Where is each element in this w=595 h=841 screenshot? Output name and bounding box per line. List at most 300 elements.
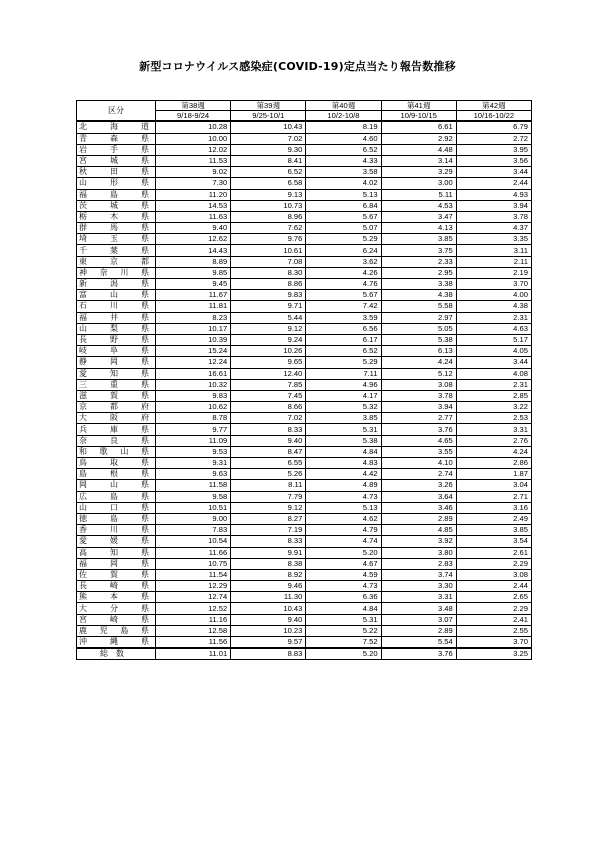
report-value: 6.84: [306, 200, 381, 211]
report-value: 4.00: [456, 290, 531, 301]
prefecture-name: 宮城県: [77, 155, 156, 166]
report-value: 12.74: [156, 592, 231, 603]
report-value: 8.96: [231, 211, 306, 222]
prefecture-name: 愛媛県: [77, 536, 156, 547]
table-row: [77, 413, 532, 424]
report-value: 11.30: [231, 592, 306, 603]
report-value: 2.71: [456, 491, 531, 502]
table-row: [77, 446, 532, 457]
report-value: 14.53: [156, 200, 231, 211]
report-value: 3.22: [456, 402, 531, 413]
report-value: 2.29: [456, 558, 531, 569]
prefecture-name: 大阪府: [77, 413, 156, 424]
prefecture-name: 佐賀県: [77, 569, 156, 580]
report-value: 7.83: [156, 525, 231, 536]
header-row-weeks: [77, 101, 532, 111]
prefecture-name: 奈良県: [77, 435, 156, 446]
report-value: 4.67: [306, 558, 381, 569]
prefecture-name: 宮崎県: [77, 614, 156, 625]
prefecture-name: 兵庫県: [77, 424, 156, 435]
report-value: 11.81: [156, 301, 231, 312]
report-value: 7.02: [231, 413, 306, 424]
report-value: 5.20: [306, 547, 381, 558]
report-value: 16.61: [156, 368, 231, 379]
table-row: [77, 312, 532, 323]
report-value: 6.13: [381, 346, 456, 357]
report-value: 8.11: [231, 480, 306, 491]
corner-label: 区分: [77, 101, 156, 122]
report-value: 15.24: [156, 346, 231, 357]
table-row: [77, 200, 532, 211]
prefecture-name: 鹿児島県: [77, 625, 156, 636]
table-row: [77, 133, 532, 144]
report-value: 9.13: [231, 189, 306, 200]
prefecture-name: 香川県: [77, 525, 156, 536]
report-value: 4.89: [306, 480, 381, 491]
report-value: 6.52: [306, 346, 381, 357]
report-value: 2.72: [456, 133, 531, 144]
prefecture-name: 静岡県: [77, 357, 156, 368]
report-value: 4.96: [306, 379, 381, 390]
report-value: 3.56: [456, 155, 531, 166]
table-body: [77, 121, 532, 648]
prefecture-name: 茨城県: [77, 200, 156, 211]
report-value: 4.73: [306, 581, 381, 592]
report-value: 4.83: [306, 458, 381, 469]
report-value: 3.46: [381, 502, 456, 513]
report-value: 10.73: [231, 200, 306, 211]
table-row: [77, 491, 532, 502]
week-header: 第39週: [231, 101, 306, 111]
report-value: 5.22: [306, 625, 381, 636]
report-value: 10.28: [156, 121, 231, 133]
report-value: 4.73: [306, 491, 381, 502]
report-value: 9.02: [156, 167, 231, 178]
report-value: 2.74: [381, 469, 456, 480]
table-row: [77, 569, 532, 580]
report-value: 9.85: [156, 267, 231, 278]
table-row: [77, 279, 532, 290]
report-value: 4.62: [306, 513, 381, 524]
report-value: 2.89: [381, 513, 456, 524]
report-value: 3.64: [381, 491, 456, 502]
prefecture-name: 高知県: [77, 547, 156, 558]
report-value: 3.55: [381, 446, 456, 457]
table-row: [77, 223, 532, 234]
prefecture-name: 徳島県: [77, 513, 156, 524]
prefecture-name: 山口県: [77, 502, 156, 513]
prefecture-name: 和歌山県: [77, 446, 156, 457]
report-value: 11.63: [156, 211, 231, 222]
prefecture-name: 福島県: [77, 189, 156, 200]
prefecture-name: 新潟県: [77, 279, 156, 290]
report-value: 3.47: [381, 211, 456, 222]
report-value: 11.16: [156, 614, 231, 625]
report-table: [76, 100, 532, 660]
report-value: 8.89: [156, 256, 231, 267]
report-value: 10.32: [156, 379, 231, 390]
report-value: 10.23: [231, 625, 306, 636]
report-value: 11.53: [156, 155, 231, 166]
report-value: 7.79: [231, 491, 306, 502]
prefecture-name: 岐阜県: [77, 346, 156, 357]
report-value: 10.26: [231, 346, 306, 357]
table-row: [77, 525, 532, 536]
report-value: 4.42: [306, 469, 381, 480]
report-value: 5.38: [306, 435, 381, 446]
report-value: 4.38: [381, 290, 456, 301]
report-value: 7.02: [231, 133, 306, 144]
report-value: 2.31: [456, 379, 531, 390]
prefecture-name: 三重県: [77, 379, 156, 390]
report-value: 4.59: [306, 569, 381, 580]
report-value: 4.33: [306, 155, 381, 166]
report-value: 3.78: [456, 211, 531, 222]
table-row: [77, 558, 532, 569]
report-value: 7.19: [231, 525, 306, 536]
report-value: 7.42: [306, 301, 381, 312]
report-value: 9.77: [156, 424, 231, 435]
report-value: 9.91: [231, 547, 306, 558]
report-value: 5.67: [306, 290, 381, 301]
report-value: 5.38: [381, 334, 456, 345]
report-value: 9.00: [156, 513, 231, 524]
report-value: 6.52: [231, 167, 306, 178]
report-value: 8.78: [156, 413, 231, 424]
report-value: 9.40: [231, 435, 306, 446]
total-row: [77, 648, 532, 660]
report-value: 8.33: [231, 424, 306, 435]
prefecture-name: 熊本県: [77, 592, 156, 603]
report-value: 9.58: [156, 491, 231, 502]
table-row: [77, 402, 532, 413]
report-value: 3.85: [306, 413, 381, 424]
report-value: 5.58: [381, 301, 456, 312]
table-row: [77, 581, 532, 592]
report-value: 3.11: [456, 245, 531, 256]
prefecture-name: 沖縄県: [77, 637, 156, 649]
report-value: 2.55: [456, 625, 531, 636]
report-value: 4.13: [381, 223, 456, 234]
report-value: 2.31: [456, 312, 531, 323]
total-label: 総数: [77, 648, 156, 660]
report-value: 5.05: [381, 323, 456, 334]
total-value: 3.76: [381, 648, 456, 660]
report-value: 3.58: [306, 167, 381, 178]
report-value: 7.62: [231, 223, 306, 234]
report-value: 2.11: [456, 256, 531, 267]
table-row: [77, 469, 532, 480]
table-row: [77, 334, 532, 345]
report-value: 10.51: [156, 502, 231, 513]
report-value: 4.10: [381, 458, 456, 469]
report-value: 11.58: [156, 480, 231, 491]
report-value: 3.95: [456, 144, 531, 155]
report-value: 5.26: [231, 469, 306, 480]
report-value: 2.61: [456, 547, 531, 558]
table-row: [77, 121, 532, 133]
table-row: [77, 346, 532, 357]
report-value: 7.45: [231, 390, 306, 401]
report-value: 3.48: [381, 603, 456, 614]
report-value: 4.17: [306, 390, 381, 401]
prefecture-name: 京都府: [77, 402, 156, 413]
report-value: 2.49: [456, 513, 531, 524]
table-row: [77, 513, 532, 524]
report-value: 3.44: [456, 167, 531, 178]
prefecture-name: 栃木県: [77, 211, 156, 222]
report-value: 3.78: [381, 390, 456, 401]
report-value: 12.29: [156, 581, 231, 592]
report-value: 5.44: [231, 312, 306, 323]
report-value: 3.92: [381, 536, 456, 547]
report-value: 5.29: [306, 357, 381, 368]
report-value: 3.94: [456, 200, 531, 211]
total-value: 5.20: [306, 648, 381, 660]
report-value: 8.41: [231, 155, 306, 166]
report-value: 2.85: [456, 390, 531, 401]
report-value: 4.38: [456, 301, 531, 312]
report-value: 3.85: [381, 234, 456, 245]
prefecture-name: 北海道: [77, 121, 156, 133]
report-value: 2.76: [456, 435, 531, 446]
report-value: 10.43: [231, 121, 306, 133]
prefecture-name: 青森県: [77, 133, 156, 144]
report-value: 7.85: [231, 379, 306, 390]
report-value: 4.24: [456, 446, 531, 457]
prefecture-name: 秋田県: [77, 167, 156, 178]
report-value: 5.67: [306, 211, 381, 222]
week-header: 第38週: [156, 101, 231, 111]
report-value: 9.63: [156, 469, 231, 480]
report-value: 3.76: [381, 424, 456, 435]
report-value: 2.44: [456, 178, 531, 189]
report-value: 4.79: [306, 525, 381, 536]
table-row: [77, 144, 532, 155]
report-value: 9.40: [231, 614, 306, 625]
report-value: 10.54: [156, 536, 231, 547]
report-value: 11.66: [156, 547, 231, 558]
report-value: 7.30: [156, 178, 231, 189]
table-row: [77, 368, 532, 379]
report-value: 6.55: [231, 458, 306, 469]
report-value: 5.17: [456, 334, 531, 345]
table-row: [77, 256, 532, 267]
report-value: 3.94: [381, 402, 456, 413]
report-value: 5.07: [306, 223, 381, 234]
report-value: 2.86: [456, 458, 531, 469]
report-value: 6.24: [306, 245, 381, 256]
report-value: 12.58: [156, 625, 231, 636]
prefecture-name: 山形県: [77, 178, 156, 189]
report-value: 5.12: [381, 368, 456, 379]
report-value: 10.00: [156, 133, 231, 144]
report-value: 8.30: [231, 267, 306, 278]
report-value: 9.83: [231, 290, 306, 301]
prefecture-name: 埼玉県: [77, 234, 156, 245]
report-value: 3.31: [456, 424, 531, 435]
prefecture-name: 岩手県: [77, 144, 156, 155]
report-value: 12.62: [156, 234, 231, 245]
report-value: 12.52: [156, 603, 231, 614]
report-value: 9.31: [156, 458, 231, 469]
report-value: 3.08: [381, 379, 456, 390]
table-row: [77, 267, 532, 278]
prefecture-name: 大分県: [77, 603, 156, 614]
report-value: 3.00: [381, 178, 456, 189]
report-value: 2.44: [456, 581, 531, 592]
table-row: [77, 155, 532, 166]
report-value: 4.26: [306, 267, 381, 278]
report-value: 3.16: [456, 502, 531, 513]
prefecture-name: 群馬県: [77, 223, 156, 234]
report-value: 6.79: [456, 121, 531, 133]
total-value: 3.25: [456, 648, 531, 660]
report-value: 3.38: [381, 279, 456, 290]
report-value: 10.39: [156, 334, 231, 345]
table-row: [77, 458, 532, 469]
table-row: [77, 480, 532, 491]
report-value: 2.92: [381, 133, 456, 144]
report-value: 4.48: [381, 144, 456, 155]
report-value: 10.61: [231, 245, 306, 256]
report-value: 3.26: [381, 480, 456, 491]
report-value: 4.84: [306, 446, 381, 457]
report-value: 6.58: [231, 178, 306, 189]
total-value: 8.83: [231, 648, 306, 660]
report-value: 9.30: [231, 144, 306, 155]
report-value: 3.59: [306, 312, 381, 323]
report-value: 2.97: [381, 312, 456, 323]
report-value: 4.53: [381, 200, 456, 211]
report-value: 6.36: [306, 592, 381, 603]
report-value: 3.04: [456, 480, 531, 491]
prefecture-name: 長崎県: [77, 581, 156, 592]
prefecture-name: 広島県: [77, 491, 156, 502]
prefecture-name: 島根県: [77, 469, 156, 480]
report-value: 3.07: [381, 614, 456, 625]
report-value: 5.13: [306, 502, 381, 513]
table-row: [77, 301, 532, 312]
report-value: 3.85: [456, 525, 531, 536]
total-value: 11.01: [156, 648, 231, 660]
report-value: 10.17: [156, 323, 231, 334]
table-row: [77, 357, 532, 368]
prefecture-name: 東京都: [77, 256, 156, 267]
report-value: 8.86: [231, 279, 306, 290]
prefecture-name: 石川県: [77, 301, 156, 312]
report-value: 4.24: [381, 357, 456, 368]
report-value: 12.02: [156, 144, 231, 155]
report-value: 4.74: [306, 536, 381, 547]
report-value: 2.77: [381, 413, 456, 424]
report-value: 8.92: [231, 569, 306, 580]
report-value: 11.09: [156, 435, 231, 446]
report-value: 3.54: [456, 536, 531, 547]
table-row: [77, 424, 532, 435]
table-row: [77, 211, 532, 222]
report-value: 8.47: [231, 446, 306, 457]
report-value: 9.45: [156, 279, 231, 290]
report-value: 8.27: [231, 513, 306, 524]
report-value: 11.56: [156, 637, 231, 649]
report-value: 9.40: [156, 223, 231, 234]
prefecture-name: 福井県: [77, 312, 156, 323]
prefecture-name: 滋賀県: [77, 390, 156, 401]
table-row: [77, 323, 532, 334]
prefecture-name: 山梨県: [77, 323, 156, 334]
report-value: 2.33: [381, 256, 456, 267]
table-row: [77, 547, 532, 558]
report-value: 9.83: [156, 390, 231, 401]
week-header: 第40週: [306, 101, 381, 111]
report-value: 3.80: [381, 547, 456, 558]
report-value: 8.23: [156, 312, 231, 323]
report-value: 3.44: [456, 357, 531, 368]
prefecture-name: 愛知県: [77, 368, 156, 379]
report-value: 5.31: [306, 614, 381, 625]
prefecture-name: 長野県: [77, 334, 156, 345]
report-value: 3.31: [381, 592, 456, 603]
report-value: 4.84: [306, 603, 381, 614]
report-value: 3.14: [381, 155, 456, 166]
report-value: 4.37: [456, 223, 531, 234]
prefecture-name: 岡山県: [77, 480, 156, 491]
report-value: 3.70: [456, 279, 531, 290]
report-value: 2.53: [456, 413, 531, 424]
table-row: [77, 390, 532, 401]
report-value: 3.74: [381, 569, 456, 580]
report-value: 7.52: [306, 637, 381, 649]
report-value: 6.56: [306, 323, 381, 334]
report-value: 5.31: [306, 424, 381, 435]
report-value: 5.13: [306, 189, 381, 200]
table-row: [77, 435, 532, 446]
report-value: 2.89: [381, 625, 456, 636]
report-value: 3.62: [306, 256, 381, 267]
report-value: 3.35: [456, 234, 531, 245]
table-row: [77, 167, 532, 178]
report-value: 9.76: [231, 234, 306, 245]
table-row: [77, 290, 532, 301]
report-value: 8.38: [231, 558, 306, 569]
table-row: [77, 178, 532, 189]
table-row: [77, 536, 532, 547]
report-value: 11.20: [156, 189, 231, 200]
table-row: [77, 637, 532, 649]
report-value: 8.33: [231, 536, 306, 547]
report-value: 1.87: [456, 469, 531, 480]
report-value: 5.29: [306, 234, 381, 245]
prefecture-name: 福岡県: [77, 558, 156, 569]
report-value: 2.19: [456, 267, 531, 278]
table-row: [77, 502, 532, 513]
report-value: 2.41: [456, 614, 531, 625]
report-value: 2.95: [381, 267, 456, 278]
report-value: 9.46: [231, 581, 306, 592]
report-value: 3.75: [381, 245, 456, 256]
report-value: 4.05: [456, 346, 531, 357]
date-range-header: 9/25-10/1: [231, 111, 306, 122]
report-value: 2.83: [381, 558, 456, 569]
report-value: 5.32: [306, 402, 381, 413]
prefecture-name: 富山県: [77, 290, 156, 301]
report-value: 9.12: [231, 323, 306, 334]
report-value: 5.54: [381, 637, 456, 649]
date-range-header: 10/9-10/15: [381, 111, 456, 122]
report-value: 3.08: [456, 569, 531, 580]
report-value: 3.29: [381, 167, 456, 178]
